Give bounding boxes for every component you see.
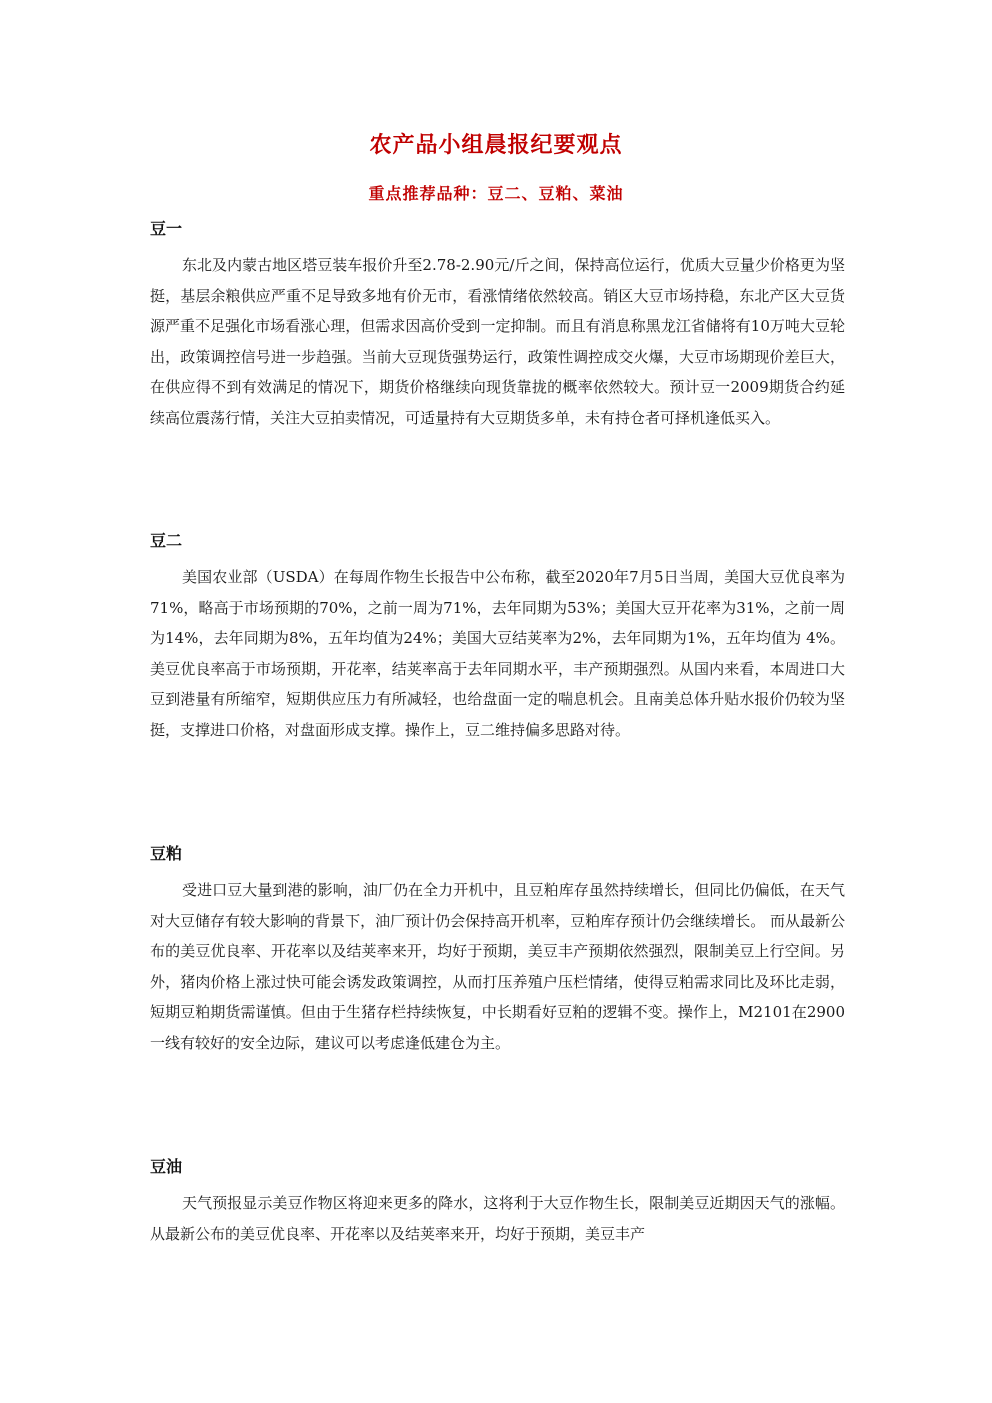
section-heading: 豆一 <box>150 219 183 238</box>
document-subtitle: 重点推荐品种：豆二、豆粕、菜油 <box>368 184 624 203</box>
section-body: 天气预报显示美豆作物区将迎来更多的降水，这将利于大豆作物生长，限制美豆近期因天气的涨幅。 从最新公布的美豆优良率、开花率以及结荚率来开，均好于预期，美豆丰产 <box>150 1194 845 1243</box>
section-dou-po <box>150 841 845 1058</box>
section-heading: 豆油 <box>150 1157 183 1176</box>
document-title: 农产品小组晨报纪要观点 <box>369 133 623 158</box>
section-body: 受进口豆大量到港的影响，油厂仍在全力开机中，且豆粕库存虽然持续增长，但同比仍偏低，在天气对大豆储存有较大影响的背景下，油厂预计仍会保持高开机率，豆粕库存预计仍会继续增长。 而从最新公布的美豆优良率、开花率以及结荚率来开，均好于预期，美豆丰产预期依然强烈，限制美豆上行空间。另外，猪肉价格上涨过快可能会诱发政策调控，从而打压养殖户压栏情绪，使得豆粕需求同比及环比走弱，短期豆粕期货需谨慎。但由于生猪存栏持续恢复，中长期看好豆粕的逻辑不变。操作上，M2101在2900一线有较好的安全边际，建议可以考虑逢低建仓为主。 <box>150 881 845 1052</box>
section-heading: 豆粕 <box>150 844 183 863</box>
section-body: 美国农业部（USDA）在每周作物生长报告中公布称，截至2020年7月5日当周，美国大豆优良率为71%，略高于市场预期的70%，之前一周为71%，去年同期为53%；美国大豆开花率为31%，之前一周为14%，去年同期为8%，五年均值为24%；美国大豆结荚率为2%，去年同期为1%，五年均值为 4%。美豆优良率高于市场预期，开花率，结荚率高于去年同期水平，丰产预期强烈。从国内来看，本周进口大豆到港量有所缩窄，短期供应压力有所减轻，也给盘面一定的喘息机会。且南美总体升贴水报价仍较为坚挺，支撑进口价格，对盘面形成支撑。操作上，豆二维持偏多思路对待。 <box>150 568 845 739</box>
section-heading: 豆二 <box>150 531 183 550</box>
section-body: 东北及内蒙古地区塔豆装车报价升至2.78-2.90元/斤之间，保持高位运行，优质大豆量少价格更为坚挺，基层余粮供应严重不足导致多地有价无市，看涨情绪依然较高。销区大豆市场持稳，东北产区大豆货源严重不足强化市场看涨心理，但需求因高价受到一定抑制。而且有消息称黑龙江省储将有10万吨大豆轮出，政策调控信号进一步趋强。当前大豆现货强势运行，政策性调控成交火爆，大豆市场期现价差巨大，在供应得不到有效满足的情况下，期货价格继续向现货靠拢的概率依然较大。预计豆一2009期货合约延续高位震荡行情，关注大豆拍卖情况，可适量持有大豆期货多单，未有持仓者可择机逢低买入。 <box>150 256 845 427</box>
section-dou-er <box>150 528 845 745</box>
section-dou-yi <box>150 216 845 433</box>
section-dou-you <box>150 1154 845 1249</box>
